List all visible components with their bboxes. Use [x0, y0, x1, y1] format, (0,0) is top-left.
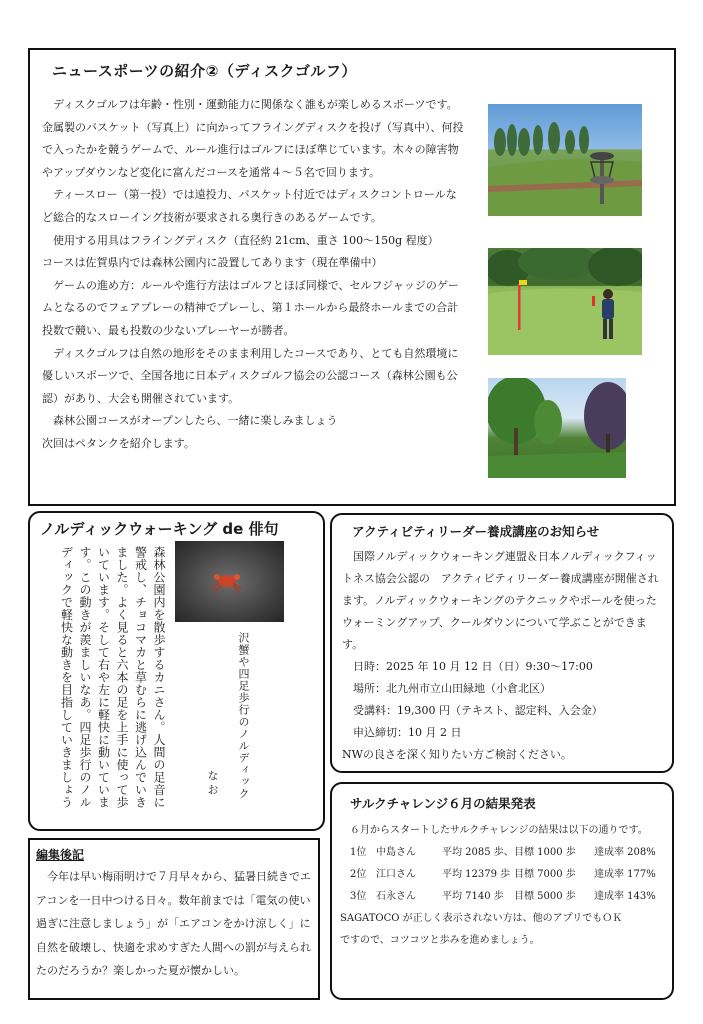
challenge-note: ですので、コツコツと歩みを進めましょう。: [340, 935, 540, 946]
haiku-text: 沢蟹や四足歩行のノルディック: [237, 632, 250, 800]
activity-place: 場所：北九州市立山田緑地（小倉北区）: [353, 682, 551, 695]
disc-golf-article-title: ニュースポーツの紹介②（ディスクゴルフ）: [52, 62, 357, 80]
result-average: 平均 2085 歩、: [442, 847, 514, 858]
result-name: 中島さん: [376, 847, 416, 858]
article-paragraph: ゲームの進め方：ルールや進行方法はゴルフとほぼ同様で、セルフジャッジのゲームとなるのでフェアプレーの精神でプレーし、第１ホールから最終ホールまでの合計投数で競い、最も投数の少ないプレーヤーが勝者。: [42, 278, 459, 337]
result-target: 目標 7000 歩: [514, 869, 576, 880]
activity-closing: NWの良さを深く知りたい方ご検討ください。: [342, 748, 572, 761]
nordic-haiku-title: ノルディックウォーキング de 俳句: [40, 520, 279, 538]
nordic-haiku-story: 森林公園内を散歩するカニさん。人間の足音に警戒し、チョコマカと草むらに逃げ込んでいきました。よく見ると六本の足を上手に使って歩いています。そして右や左に軽快に動いています。この動きが羨ましいなあ。四足歩行のノルディックで軽快な動きを目指していきましょう: [59, 546, 166, 809]
activity-date: 日時：2025 年 10 月 12 日（日）9:30～17:00: [353, 660, 593, 673]
result-rank: 2位: [350, 869, 367, 880]
result-target: 目標 5000 歩: [514, 891, 576, 902]
result-average: 平均 12379 歩: [442, 869, 511, 880]
activity-deadline: 申込締切：10 月 2 日: [353, 726, 462, 739]
result-rank: 1位: [350, 847, 367, 858]
result-rate: 達成率 208%: [594, 847, 656, 858]
result-rank: 3位: [350, 891, 367, 902]
activity-leader-body: [342, 546, 664, 766]
activity-intro: 国際ノルディックウォーキング連盟＆日本ノルディックフィットネス協会公認の アクティビティリーダー養成講座が開催されます。ノルディックウォーキングのテクニックやポールを使ったウォーミングアップ、クールダウンについて学ぶことができます。: [342, 550, 659, 651]
result-row: [340, 886, 666, 908]
editor-note-body: 今年は早い梅雨明けで７月早々から、猛暑日続きでエアコンを一日中つける日々。数年前までは「電気の使い過ぎに注意しましょう」が「エアコンをかけ涼しく」に自然を破壊し、快適を求めすぎた人間への罰が与えられたのだろうか？楽しかった夏が懐かしい。: [36, 870, 311, 977]
result-rate: 達成率 143%: [594, 891, 656, 902]
challenge-intro: ６月からスタートしたサルクチャレンジの結果は以下の通りです。: [350, 825, 648, 836]
result-rate: 達成率 177%: [594, 869, 656, 880]
forest-course-photo: [488, 378, 626, 478]
challenge-note: SAGATOCO が正しく表示されない方は、他のアプリでもＯＫ: [340, 913, 623, 924]
activity-leader-title: アクティビティリーダー養成講座のお知らせ: [352, 524, 600, 539]
challenge-results-body: [340, 820, 666, 952]
disc-throw-photo: [488, 248, 642, 355]
article-paragraph: ティースロー（第一投）では遠投力、バスケット付近ではディスクコントロールなど総合的なスローイング技術が要求される奥行きのあるゲームです。: [42, 188, 457, 224]
activity-fee: 受講料：19,300 円（テキスト、認定料、入会金）: [353, 704, 603, 717]
article-paragraph: 森林公園コースがオープンしたら、一緒に楽しみましょう: [53, 414, 338, 428]
article-paragraph: 次回はペタンクを紹介します。: [42, 436, 195, 450]
challenge-results-title: サルクチャレンジ６月の結果発表: [350, 796, 536, 811]
haiku-author: なお: [206, 770, 219, 798]
disc-golf-basket-photo: [488, 104, 642, 216]
article-paragraph: ディスクゴルフは年齢・性別・運動能力に関係なく誰もが楽しめるスポーツです。金属製のバスケット（写真上）に向かってフライングディスクを投げ（写真中）、何投で入ったかを競うゲームで、ルール進行はゴルフにほぼ準じています。木々の障害物やアップダウンなど変化に富んだコースを通常４～５名で回ります。: [42, 98, 464, 179]
result-name: 石永さん: [376, 891, 416, 902]
crab-photo: [175, 541, 284, 622]
result-row: [340, 842, 666, 864]
disc-golf-article-body: [42, 94, 464, 456]
result-average: 平均 7140 歩: [442, 891, 504, 902]
result-name: 江口さん: [376, 869, 416, 880]
article-paragraph: 使用する用具はフライングディスク（直径約 21cm、重さ 100～150g 程度）: [53, 233, 439, 247]
article-paragraph: ディスクゴルフは自然の地形をそのまま利用したコースであり、とても自然環境に優しいスポーツで、全国各地に日本ディスクゴルフ協会の公認コース（森林公園も公認）があり、大会も開催されています。: [42, 346, 459, 405]
result-row: [340, 864, 666, 886]
editor-note-title: 編集後記: [36, 848, 85, 862]
article-paragraph: コースは佐賀県内では森林公園内に設置してあります（現在準備中）: [42, 256, 383, 270]
result-target: 目標 1000 歩: [514, 847, 576, 858]
